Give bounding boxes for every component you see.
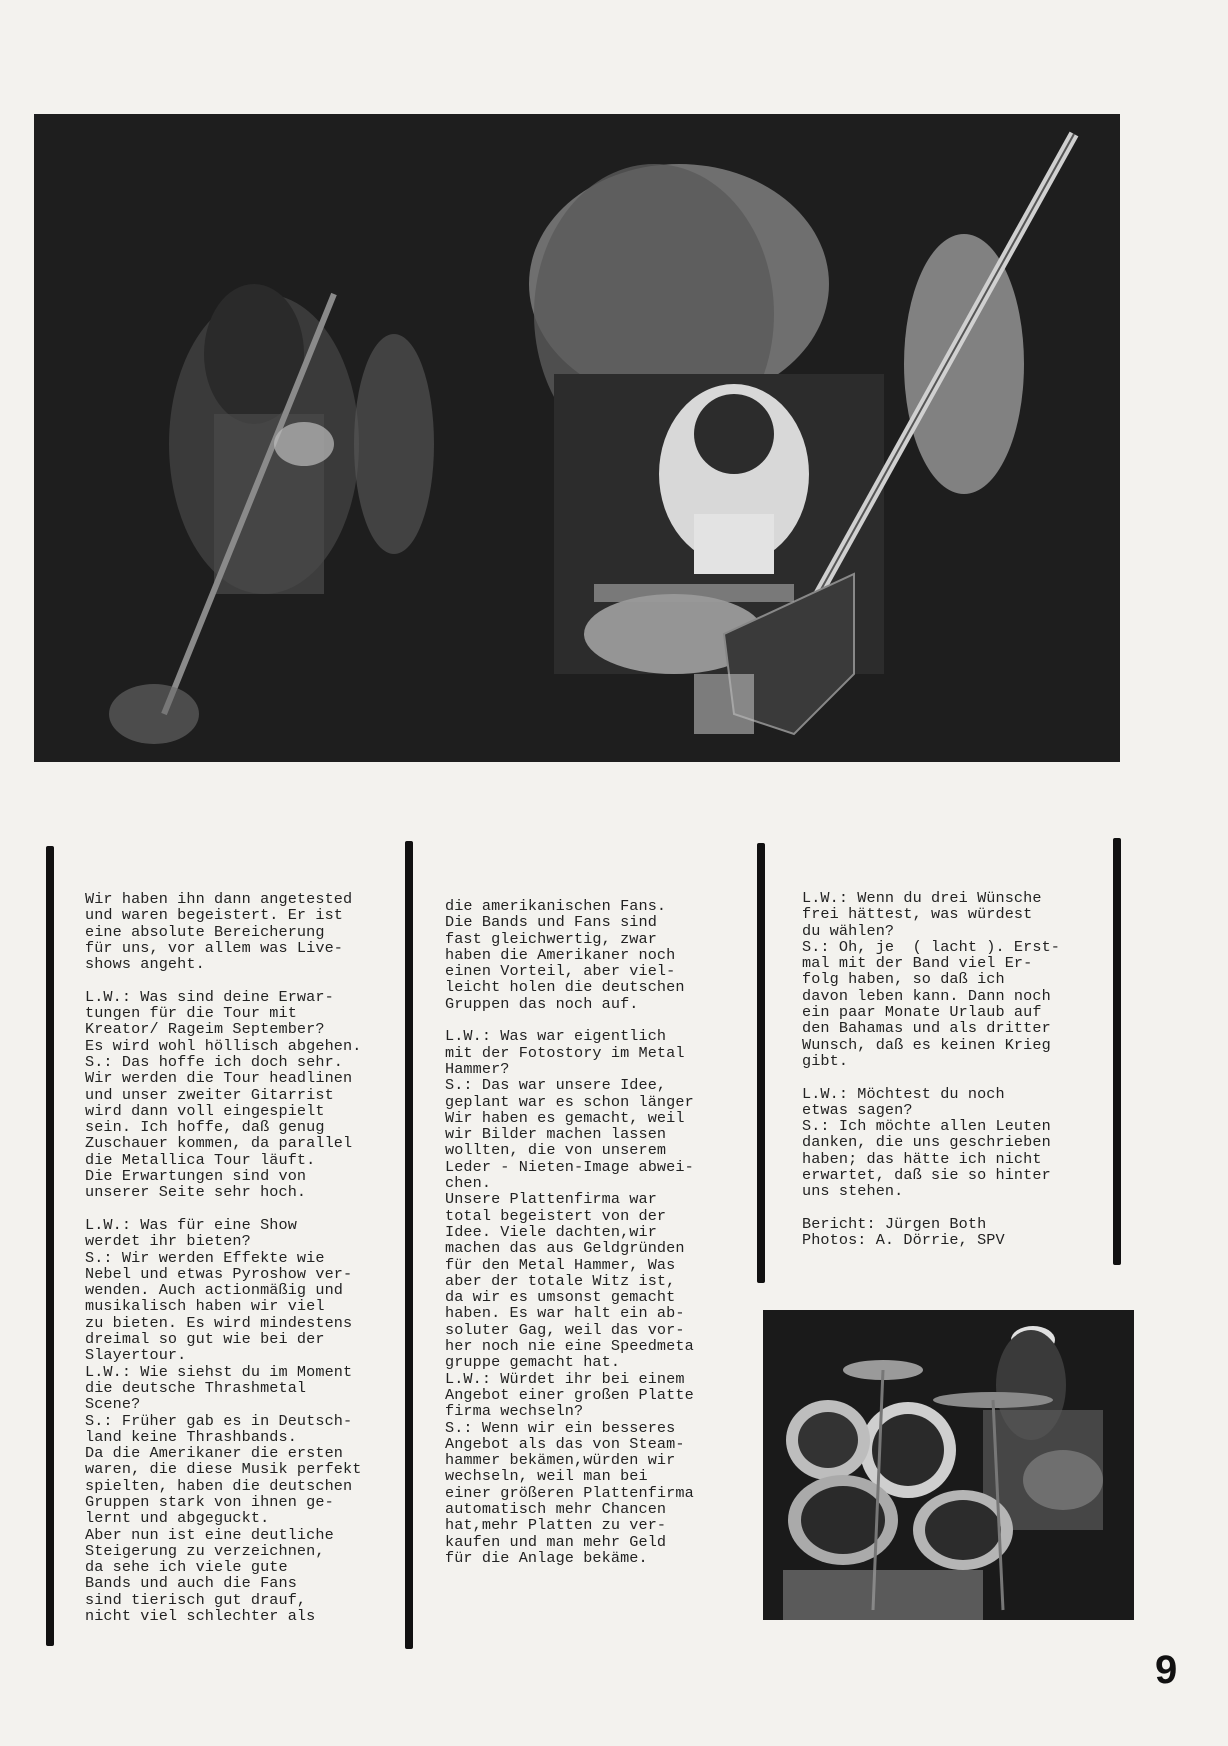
text-line: danken, die uns geschrieben bbox=[802, 1133, 1051, 1152]
text-line: fast gleichwertig, zwar bbox=[445, 929, 657, 948]
column-rule bbox=[46, 846, 54, 1646]
text-line: firma wechseln? bbox=[445, 1402, 584, 1421]
text-line: die amerikanischen Fans. bbox=[445, 897, 667, 915]
text-line: chen. bbox=[445, 1174, 492, 1193]
text-line: Wunsch, daß es keinen Krieg bbox=[802, 1035, 1051, 1054]
text-line: da sehe ich viele gute bbox=[85, 1558, 288, 1577]
text-line: frei hättest, was würdest bbox=[802, 905, 1033, 924]
text-line: Aber nun ist eine deutliche bbox=[85, 1525, 334, 1544]
text-line: hammer bekämen,würden wir bbox=[445, 1451, 676, 1470]
text-line: Bericht: Jürgen Both bbox=[802, 1214, 987, 1233]
text-line: Angebot als das von Steam- bbox=[445, 1434, 685, 1453]
concert-photo bbox=[34, 114, 1120, 762]
text-line: spielten, haben die deutschen bbox=[85, 1476, 353, 1495]
text-line: wollten, die von unserem bbox=[445, 1141, 667, 1160]
text-line: zu bieten. Es wird mindestens bbox=[85, 1313, 353, 1332]
text-line: geplant war es schon länger bbox=[445, 1092, 694, 1111]
text-line: werdet ihr bieten? bbox=[85, 1232, 251, 1251]
text-line: mal mit der Band viel Er- bbox=[802, 954, 1033, 973]
text-line: Da die Amerikaner die ersten bbox=[85, 1444, 343, 1463]
text-line: wechseln, weil man bei bbox=[445, 1467, 648, 1486]
text-line: Die Erwartungen sind von bbox=[85, 1167, 307, 1186]
text-line: für uns, vor allem was Live- bbox=[85, 938, 343, 957]
text-line: haben. Es war halt ein ab- bbox=[445, 1304, 685, 1323]
text-line: einen Vorteil, aber viel- bbox=[445, 962, 676, 981]
text-line: Gruppen das noch auf. bbox=[445, 994, 639, 1013]
text-line: hat,mehr Platten zu ver- bbox=[445, 1516, 667, 1535]
text-line: S.: Das hoffe ich doch sehr. bbox=[85, 1052, 343, 1071]
text-line: eine absolute Bereicherung bbox=[85, 922, 325, 941]
column-rule bbox=[1113, 838, 1121, 1265]
text-line: S.: Wir werden Effekte wie bbox=[85, 1248, 325, 1267]
text-line: sind tierisch gut drauf, bbox=[85, 1590, 307, 1609]
text-line: S.: Ich möchte allen Leuten bbox=[802, 1117, 1051, 1136]
text-line: etwas sagen? bbox=[802, 1100, 913, 1119]
text-line: Wir haben ihn dann angetested bbox=[85, 890, 353, 908]
text-line: shows angeht. bbox=[85, 955, 205, 974]
text-line: S.: Früher gab es in Deutsch- bbox=[85, 1411, 353, 1430]
text-line: wir Bilder machen lassen bbox=[445, 1125, 667, 1144]
text-line: L.W.: Was war eigentlich bbox=[445, 1027, 667, 1046]
text-line: waren, die diese Musik perfekt bbox=[85, 1460, 362, 1479]
text-line: Wir haben es gemacht, weil bbox=[445, 1108, 685, 1127]
text-line: da wir es umsonst gemacht bbox=[445, 1288, 676, 1307]
text-line: L.W.: Würdet ihr bei einem bbox=[445, 1369, 685, 1388]
text-line: unserer Seite sehr hoch. bbox=[85, 1183, 307, 1202]
text-line: Unsere Plattenfirma war bbox=[445, 1190, 657, 1209]
text-line: Slayertour. bbox=[85, 1346, 187, 1365]
text-line: Leder - Nieten-Image abwei- bbox=[445, 1157, 694, 1176]
text-line: Es wird wohl höllisch abgehen. bbox=[85, 1036, 362, 1055]
text-line: wird dann voll eingespielt bbox=[85, 1101, 325, 1120]
text-line bbox=[85, 1201, 361, 1217]
text-line: Hammer? bbox=[445, 1059, 510, 1078]
drummer-photo bbox=[763, 1310, 1134, 1620]
text-line: S.: Wenn wir ein besseres bbox=[445, 1418, 676, 1437]
text-line: gruppe gemacht hat. bbox=[445, 1353, 621, 1372]
text-line: Photos: A. Dörrie, SPV bbox=[802, 1231, 1005, 1250]
text-line: tungen für die Tour mit bbox=[85, 1004, 297, 1023]
text-line: für den Metal Hammer, Was bbox=[445, 1255, 676, 1274]
text-line: sein. Ich hoffe, daß genug bbox=[85, 1118, 325, 1137]
text-line bbox=[802, 1069, 1060, 1085]
text-line: Kreator/ Rageim September? bbox=[85, 1020, 325, 1039]
text-line: aber der totale Witz ist, bbox=[445, 1271, 676, 1290]
text-line: Wir werden die Tour headlinen bbox=[85, 1069, 353, 1088]
text-line: soluter Gag, weil das vor- bbox=[445, 1320, 685, 1339]
text-line: her noch nie eine Speedmeta bbox=[445, 1337, 694, 1356]
text-line: S.: Oh, je ( lacht ). Erst- bbox=[802, 937, 1060, 956]
column-rule bbox=[405, 841, 413, 1649]
text-line: Steigerung zu verzeichnen, bbox=[85, 1541, 325, 1560]
text-line: total begeistert von der bbox=[445, 1206, 667, 1225]
text-line: nicht viel schlechter als bbox=[85, 1607, 316, 1626]
text-line: kaufen und man mehr Geld bbox=[445, 1532, 667, 1551]
text-line: Angebot einer großen Platte bbox=[445, 1385, 694, 1404]
text-line: mit der Fotostory im Metal bbox=[445, 1043, 685, 1062]
text-line: Scene? bbox=[85, 1395, 141, 1414]
text-line: automatisch mehr Chancen bbox=[445, 1499, 667, 1518]
text-line: folg haben, so daß ich bbox=[802, 970, 1005, 989]
text-line: für die Anlage bekäme. bbox=[445, 1548, 648, 1567]
text-line: du wählen? bbox=[802, 921, 895, 940]
text-line: L.W.: Wie siehst du im Moment bbox=[85, 1362, 353, 1381]
text-line: und waren begeistert. Er ist bbox=[85, 906, 343, 925]
page-number: 9 bbox=[1155, 1648, 1178, 1692]
text-line: Zuschauer kommen, da parallel bbox=[85, 1134, 353, 1153]
concert-guitarists-photo bbox=[34, 114, 1120, 762]
text-line: einer größeren Plattenfirma bbox=[445, 1483, 694, 1502]
text-line: lernt und abgeguckt. bbox=[85, 1509, 270, 1528]
text-line: die Metallica Tour läuft. bbox=[85, 1150, 316, 1169]
text-line: Idee. Viele dachten,wir bbox=[445, 1222, 657, 1241]
article-column-3 bbox=[802, 890, 1060, 1249]
text-line: die deutsche Thrashmetal bbox=[85, 1378, 307, 1397]
text-line: Die Bands und Fans sind bbox=[445, 913, 657, 932]
text-line: Bands und auch die Fans bbox=[85, 1574, 297, 1593]
text-line bbox=[85, 972, 361, 988]
text-line: gibt. bbox=[802, 1051, 849, 1070]
article-column-2 bbox=[445, 898, 694, 1566]
text-line: machen das aus Geldgründen bbox=[445, 1239, 685, 1258]
text-line: L.W.: Was sind deine Erwar- bbox=[85, 987, 334, 1006]
text-line: uns stehen. bbox=[802, 1182, 904, 1201]
text-line: erwartet, daß sie so hinter bbox=[802, 1166, 1051, 1185]
text-line: S.: Das war unsere Idee, bbox=[445, 1076, 667, 1095]
text-line: haben die Amerikaner noch bbox=[445, 945, 676, 964]
text-line: land keine Thrashbands. bbox=[85, 1427, 297, 1446]
text-line: ein paar Monate Urlaub auf bbox=[802, 1003, 1042, 1022]
text-line: haben; das hätte ich nicht bbox=[802, 1149, 1042, 1168]
column-rule bbox=[757, 843, 765, 1283]
text-line: L.W.: Was für eine Show bbox=[85, 1215, 297, 1234]
text-line: wenden. Auch actionmäßig und bbox=[85, 1281, 343, 1300]
text-line: den Bahamas und als dritter bbox=[802, 1019, 1051, 1038]
text-line: L.W.: Wenn du drei Wünsche bbox=[802, 889, 1042, 907]
text-line: leicht holen die deutschen bbox=[445, 978, 685, 997]
drummer-photo bbox=[763, 1310, 1134, 1620]
text-line: Gruppen stark von ihnen ge- bbox=[85, 1492, 334, 1511]
text-line: L.W.: Möchtest du noch bbox=[802, 1084, 1005, 1103]
text-line bbox=[802, 1200, 1060, 1216]
text-line: dreimal so gut wie bei der bbox=[85, 1330, 325, 1349]
article-column-1 bbox=[85, 891, 361, 1624]
text-line: Nebel und etwas Pyroshow ver- bbox=[85, 1264, 353, 1283]
text-line: und unser zweiter Gitarrist bbox=[85, 1085, 334, 1104]
text-line bbox=[445, 1012, 694, 1028]
text-line: musikalisch haben wir viel bbox=[85, 1297, 325, 1316]
text-line: davon leben kann. Dann noch bbox=[802, 986, 1051, 1005]
